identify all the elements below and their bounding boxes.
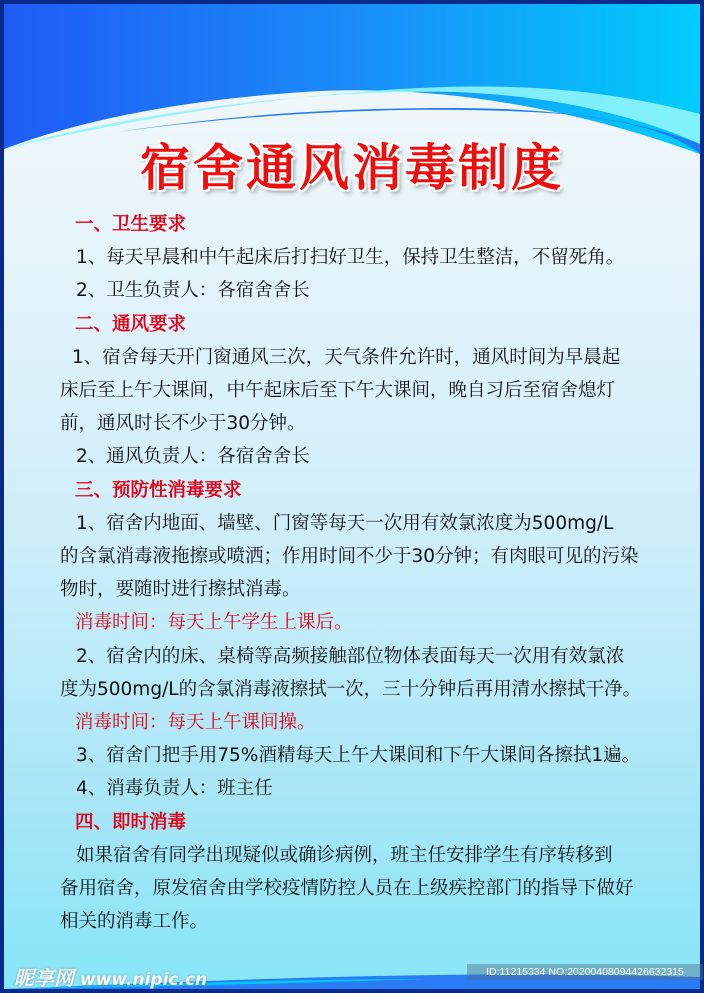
policy-text-line: 物时，要随时进行擦拭消毒。 [60, 579, 301, 601]
watermark-logo [14, 962, 207, 991]
policy-text-line: 2、宿舍内的床、桌椅等高频接触部位物体表面每天一次用有效氯浓 [76, 645, 625, 667]
policy-text-line: 相关的消毒工作。 [60, 911, 209, 933]
section-heading: 三、预防性消毒要求 [75, 479, 242, 501]
disinfection-time-note: 消毒时间：每天上午课间操。 [75, 712, 316, 733]
page-title: 宿舍通风消毒制度 [140, 139, 564, 197]
section-heading: 一、卫生要求 [75, 214, 187, 235]
watermark-url: www.nipic.cn [80, 970, 208, 990]
watermark-id: ID:11215334 NO:20200408094426632315 [467, 964, 703, 980]
policy-text-line: 2、卫生负责人：各宿舍舍长 [76, 280, 310, 302]
section-heading: 二、通风要求 [75, 313, 187, 335]
policy-text-line: 1、宿舍每天开门窗通风三次，天气条件允许时，通风时间为早晨起 [72, 346, 621, 368]
policy-text-line: 的含氯消毒液拖擦或喷洒；作用时间不少于30分钟；有肉眼可见的污染 [60, 546, 639, 567]
policy-text-line: 度为500mg/L的含氯消毒液擦拭一次，三十分钟后再用清水擦拭干净。 [60, 678, 642, 700]
policy-text-line: 4、消毒负责人：班主任 [76, 778, 273, 800]
policy-text-line: 1、每天早晨和中午起床后打扫好卫生，保持卫生整洁，不留死角。 [76, 247, 625, 269]
section-heading: 四、即时消毒 [75, 811, 187, 833]
policy-text-line: 床后至上午大课间，中午起床后至下午大课间，晚自习后至宿舍熄灯 [60, 380, 616, 401]
disinfection-time-note: 消毒时间：每天上午学生上课后。 [75, 612, 353, 634]
policy-text-line: 1、宿舍内地面、墙壁、门窗等每天一次用有效氯浓度为500mg/L [76, 512, 614, 534]
policy-text-line: 如果宿舍有同学出现疑似或确诊病例，班主任安排学生有序转移到 [76, 844, 613, 866]
policy-text-line: 前，通风时长不少于30分钟。 [60, 413, 306, 435]
watermark-logo-text: 昵享网 [14, 966, 74, 990]
policy-text-line: 2、通风负责人：各宿舍舍长 [76, 446, 310, 468]
policy-text-line: 3、宿舍门把手用75%酒精每天上午大课间和下午大课间各擦拭1遍。 [76, 745, 641, 767]
policy-text-line: 备用宿舍，原发宿舍由学校疫情防控人员在上级疾控部门的指导下做好 [60, 878, 634, 899]
